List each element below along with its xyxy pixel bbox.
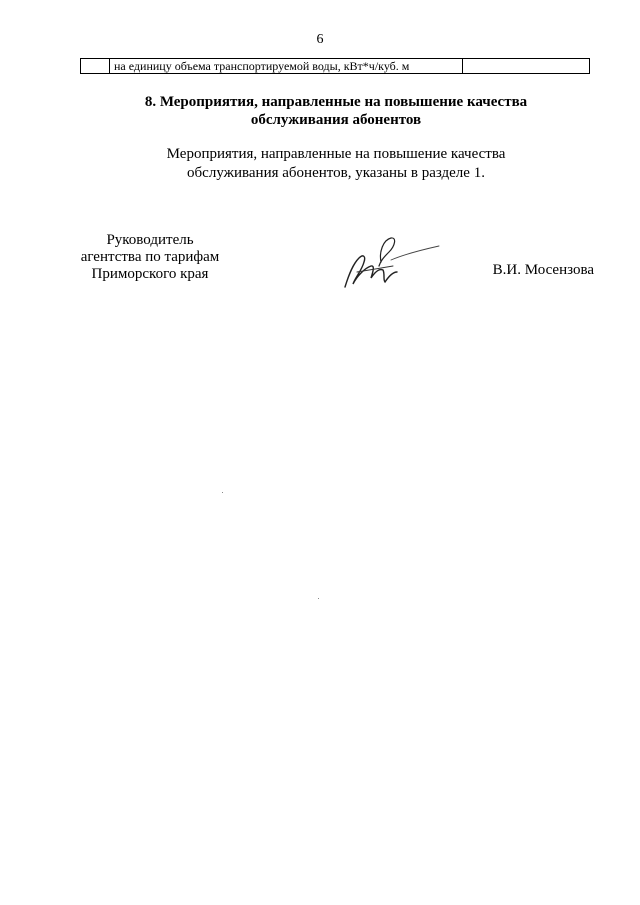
section-body-line-2: обслуживания абонентов, указаны в разделе 1. [187, 165, 485, 181]
scan-speck [222, 492, 223, 493]
table-row [81, 59, 590, 74]
table-fragment [80, 58, 590, 74]
handwritten-signature [335, 232, 445, 292]
signer-position-line-3: Приморского края [91, 266, 209, 282]
row-value-cell [463, 59, 590, 74]
section-heading-line-1: 8. Мероприятия, направленные на повышение качества [144, 94, 528, 110]
signer-position-line-2: агентства по тарифам [80, 249, 220, 265]
section-heading-line-2: обслуживания абонентов [250, 112, 422, 128]
signer-name: В.И. Мосензова [492, 262, 594, 278]
row-index-cell [81, 59, 110, 74]
section-heading [80, 93, 592, 129]
section-body-line-1: Мероприятия, направленные на повышение качества [166, 146, 506, 162]
signer-position-line-1: Руководитель [106, 232, 194, 248]
row-label-cell: на единицу объема транспортируемой воды, кВт*ч/куб. м [110, 59, 463, 74]
signer-position [80, 232, 220, 283]
section-body [80, 145, 592, 183]
page-number: 6 [316, 32, 324, 47]
scan-speck [318, 598, 319, 599]
